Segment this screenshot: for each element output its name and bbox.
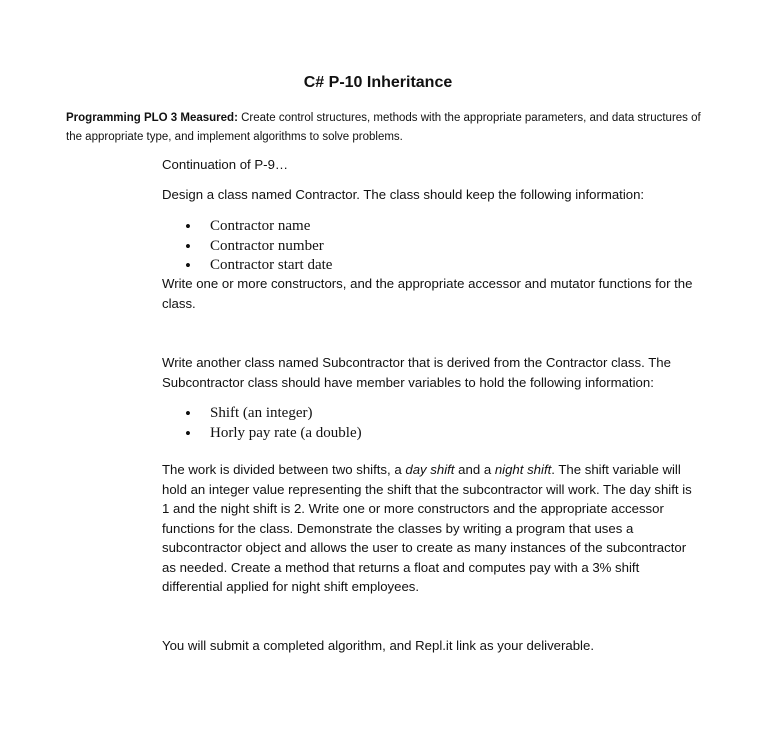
day-shift-term: day shift: [405, 462, 455, 477]
shift-text-part: and a: [454, 462, 495, 477]
contractor-intro: Design a class named Contractor. The class should keep the following information:: [162, 187, 645, 202]
list-item: • Contractor start date: [162, 256, 332, 276]
deliverable-note: You will submit a completed algorithm, and Repl.it link as your deliverable.: [162, 638, 594, 653]
constructors-instruction: Write one or more constructors, and the appropriate accessor and mutator functions for the class.: [162, 276, 693, 311]
night-shift-term: night shift: [494, 462, 552, 477]
contractor-info-list: [162, 217, 332, 276]
continuation-note: Continuation of P-9…: [162, 157, 289, 172]
shift-text-part: The work is divided between two shifts, a: [162, 462, 406, 477]
plo-label: Programming PLO 3 Measured:: [66, 112, 238, 124]
subcontractor-info-list: [162, 404, 362, 443]
page-title: C# P-10 Inheritance: [303, 74, 453, 91]
list-item: • Horly pay rate (a double): [162, 424, 362, 444]
shift-text-part: . The shift variable will hold an integer value representing the shift that the subcontractor will work. The day shift is 1 and the night shift is 2. Write one or more constructors and the appropriate accessor functions for the class. Demonstrate the classes by writing a program that uses a subcontractor object and allows the user to create as many instances of the subcontractor as needed. Create a method that returns a float and computes pay with a 3% shift differential applied for night shift employees.: [162, 462, 692, 594]
list-item: • Contractor number: [162, 237, 332, 257]
plo-text: Create control structures, methods with the appropriate parameters, and data structures of the appropriate type, and implement algorithms to solve problems.: [66, 112, 701, 143]
shift-description: [162, 460, 702, 597]
list-item: • Contractor name: [162, 217, 332, 237]
list-item: • Shift (an integer): [162, 404, 362, 424]
subcontractor-intro: Write another class named Subcontractor that is derived from the Contractor class. The Subcontractor class should have member variables to hold the following information:: [162, 355, 671, 390]
plo-statement: [66, 109, 706, 147]
